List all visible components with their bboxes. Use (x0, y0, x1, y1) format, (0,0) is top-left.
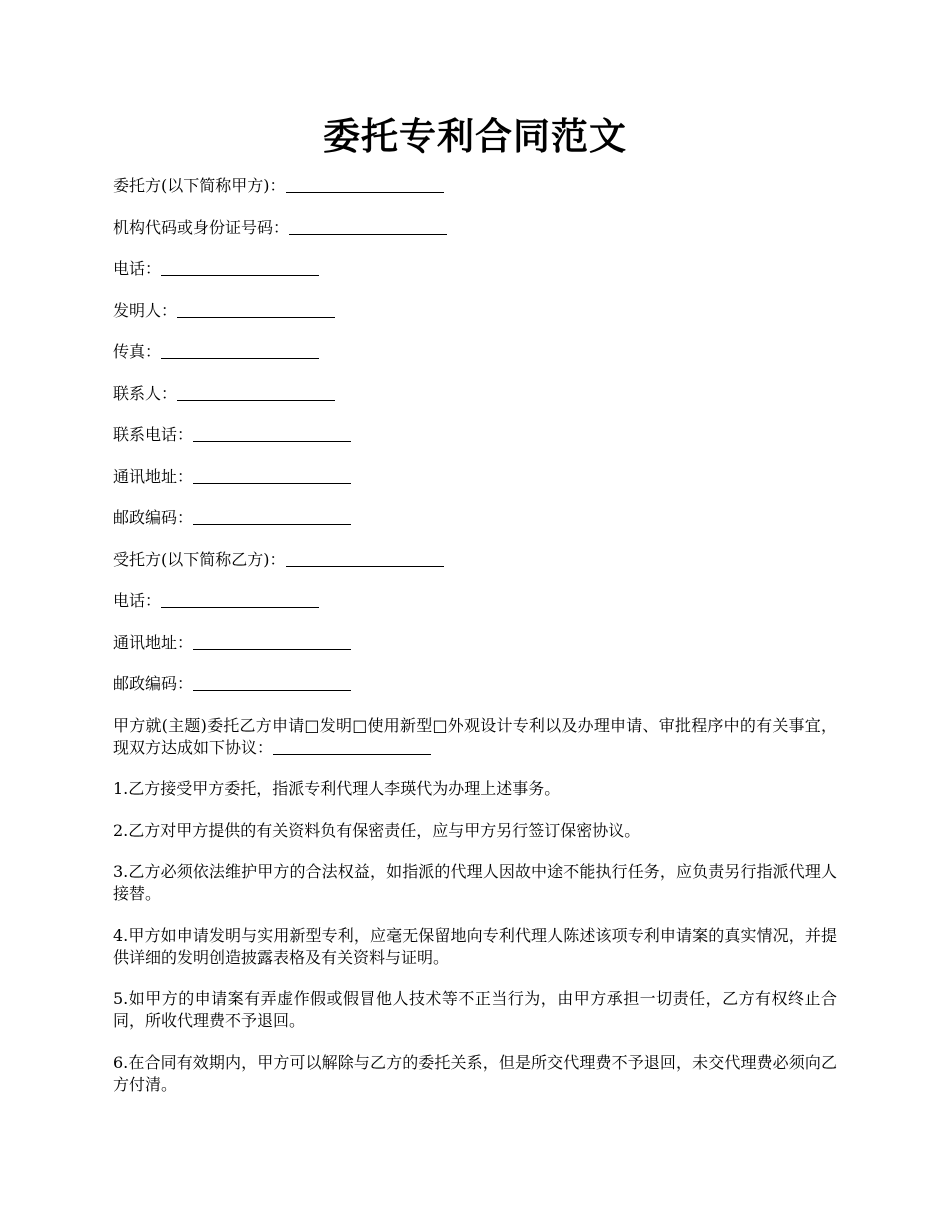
field-label: 邮政编码： (113, 674, 194, 693)
blank-line (177, 384, 335, 401)
field-label: 通讯地址： (113, 466, 194, 486)
field-address-a (113, 466, 837, 488)
field-postcode-b (113, 673, 837, 695)
field-inventor (113, 300, 837, 322)
field-party-b (113, 549, 837, 571)
field-label: 通讯地址： (113, 632, 194, 652)
field-label: 联系电话： (113, 425, 194, 444)
field-contact (113, 383, 837, 405)
clause-5: 5.如甲方的申请案有弄虚作假或假冒他人技术等不正当行为，由甲方承担一切责任，乙方有权终止合同，所收代理费不予退回。 (113, 989, 837, 1030)
field-label: 电话： (113, 259, 162, 278)
field-label: 传真： (113, 342, 162, 361)
field-id-number (113, 217, 837, 239)
blank-line (193, 467, 351, 484)
field-label: 联系人： (113, 383, 178, 403)
blank-line (161, 342, 319, 359)
blank-line (161, 591, 319, 608)
field-phone-b (113, 590, 837, 612)
party-fields (113, 175, 837, 695)
field-label: 电话： (113, 591, 162, 610)
blank-line (177, 301, 335, 318)
field-address-b (113, 632, 837, 654)
blank-line (161, 259, 319, 276)
clause-4: 4.甲方如申请发明与实用新型专利，应毫无保留地向专利代理人陈述该项专利申请案的真实情况，并提供详细的发明创造披露表格及有关资料与证明。 (113, 925, 837, 967)
blank-line (193, 508, 351, 525)
field-contact-phone (113, 424, 837, 446)
field-postcode-a (113, 507, 837, 529)
clause-6: 6.在合同有效期内，甲方可以解除与乙方的委托关系，但是所交代理费不予退回，未交代理费必须向乙方付清。 (113, 1052, 837, 1094)
field-label: 受托方(以下简称乙方)： (113, 549, 286, 569)
blank-line (193, 425, 351, 442)
blank-line (193, 633, 351, 650)
field-label: 委托方(以下简称甲方)： (113, 176, 286, 195)
clause-3: 3.乙方必须依法维护甲方的合法权益，如指派的代理人因故中途不能执行任务，应负责另行指派代理人接替。 (113, 862, 837, 903)
blank-line (273, 738, 431, 755)
field-party-a (113, 175, 837, 197)
field-phone-a (113, 258, 837, 280)
field-label: 发明人： (113, 300, 178, 320)
blank-line (193, 674, 351, 691)
blank-line (286, 176, 444, 193)
blank-line (286, 550, 444, 567)
field-fax (113, 341, 837, 363)
clause-1: 1.乙方接受甲方委托，指派专利代理人李瑛代为办理上述事务。 (113, 779, 561, 798)
field-label: 机构代码或身份证号码： (113, 217, 290, 237)
field-label: 邮政编码： (113, 508, 194, 527)
document-title: 委托专利合同范文 (323, 114, 627, 158)
intro-paragraph (113, 715, 837, 759)
clause-2: 2.乙方对甲方提供的有关资料负有保密责任，应与甲方另行签订保密协议。 (113, 820, 641, 840)
blank-line (289, 218, 447, 235)
intro-text: 甲方就(主题)委托乙方申请□发明□使用新型□外观设计专利以及办理申请、审批程序中的有关事宜，现双方达成如下协议： (113, 715, 837, 757)
